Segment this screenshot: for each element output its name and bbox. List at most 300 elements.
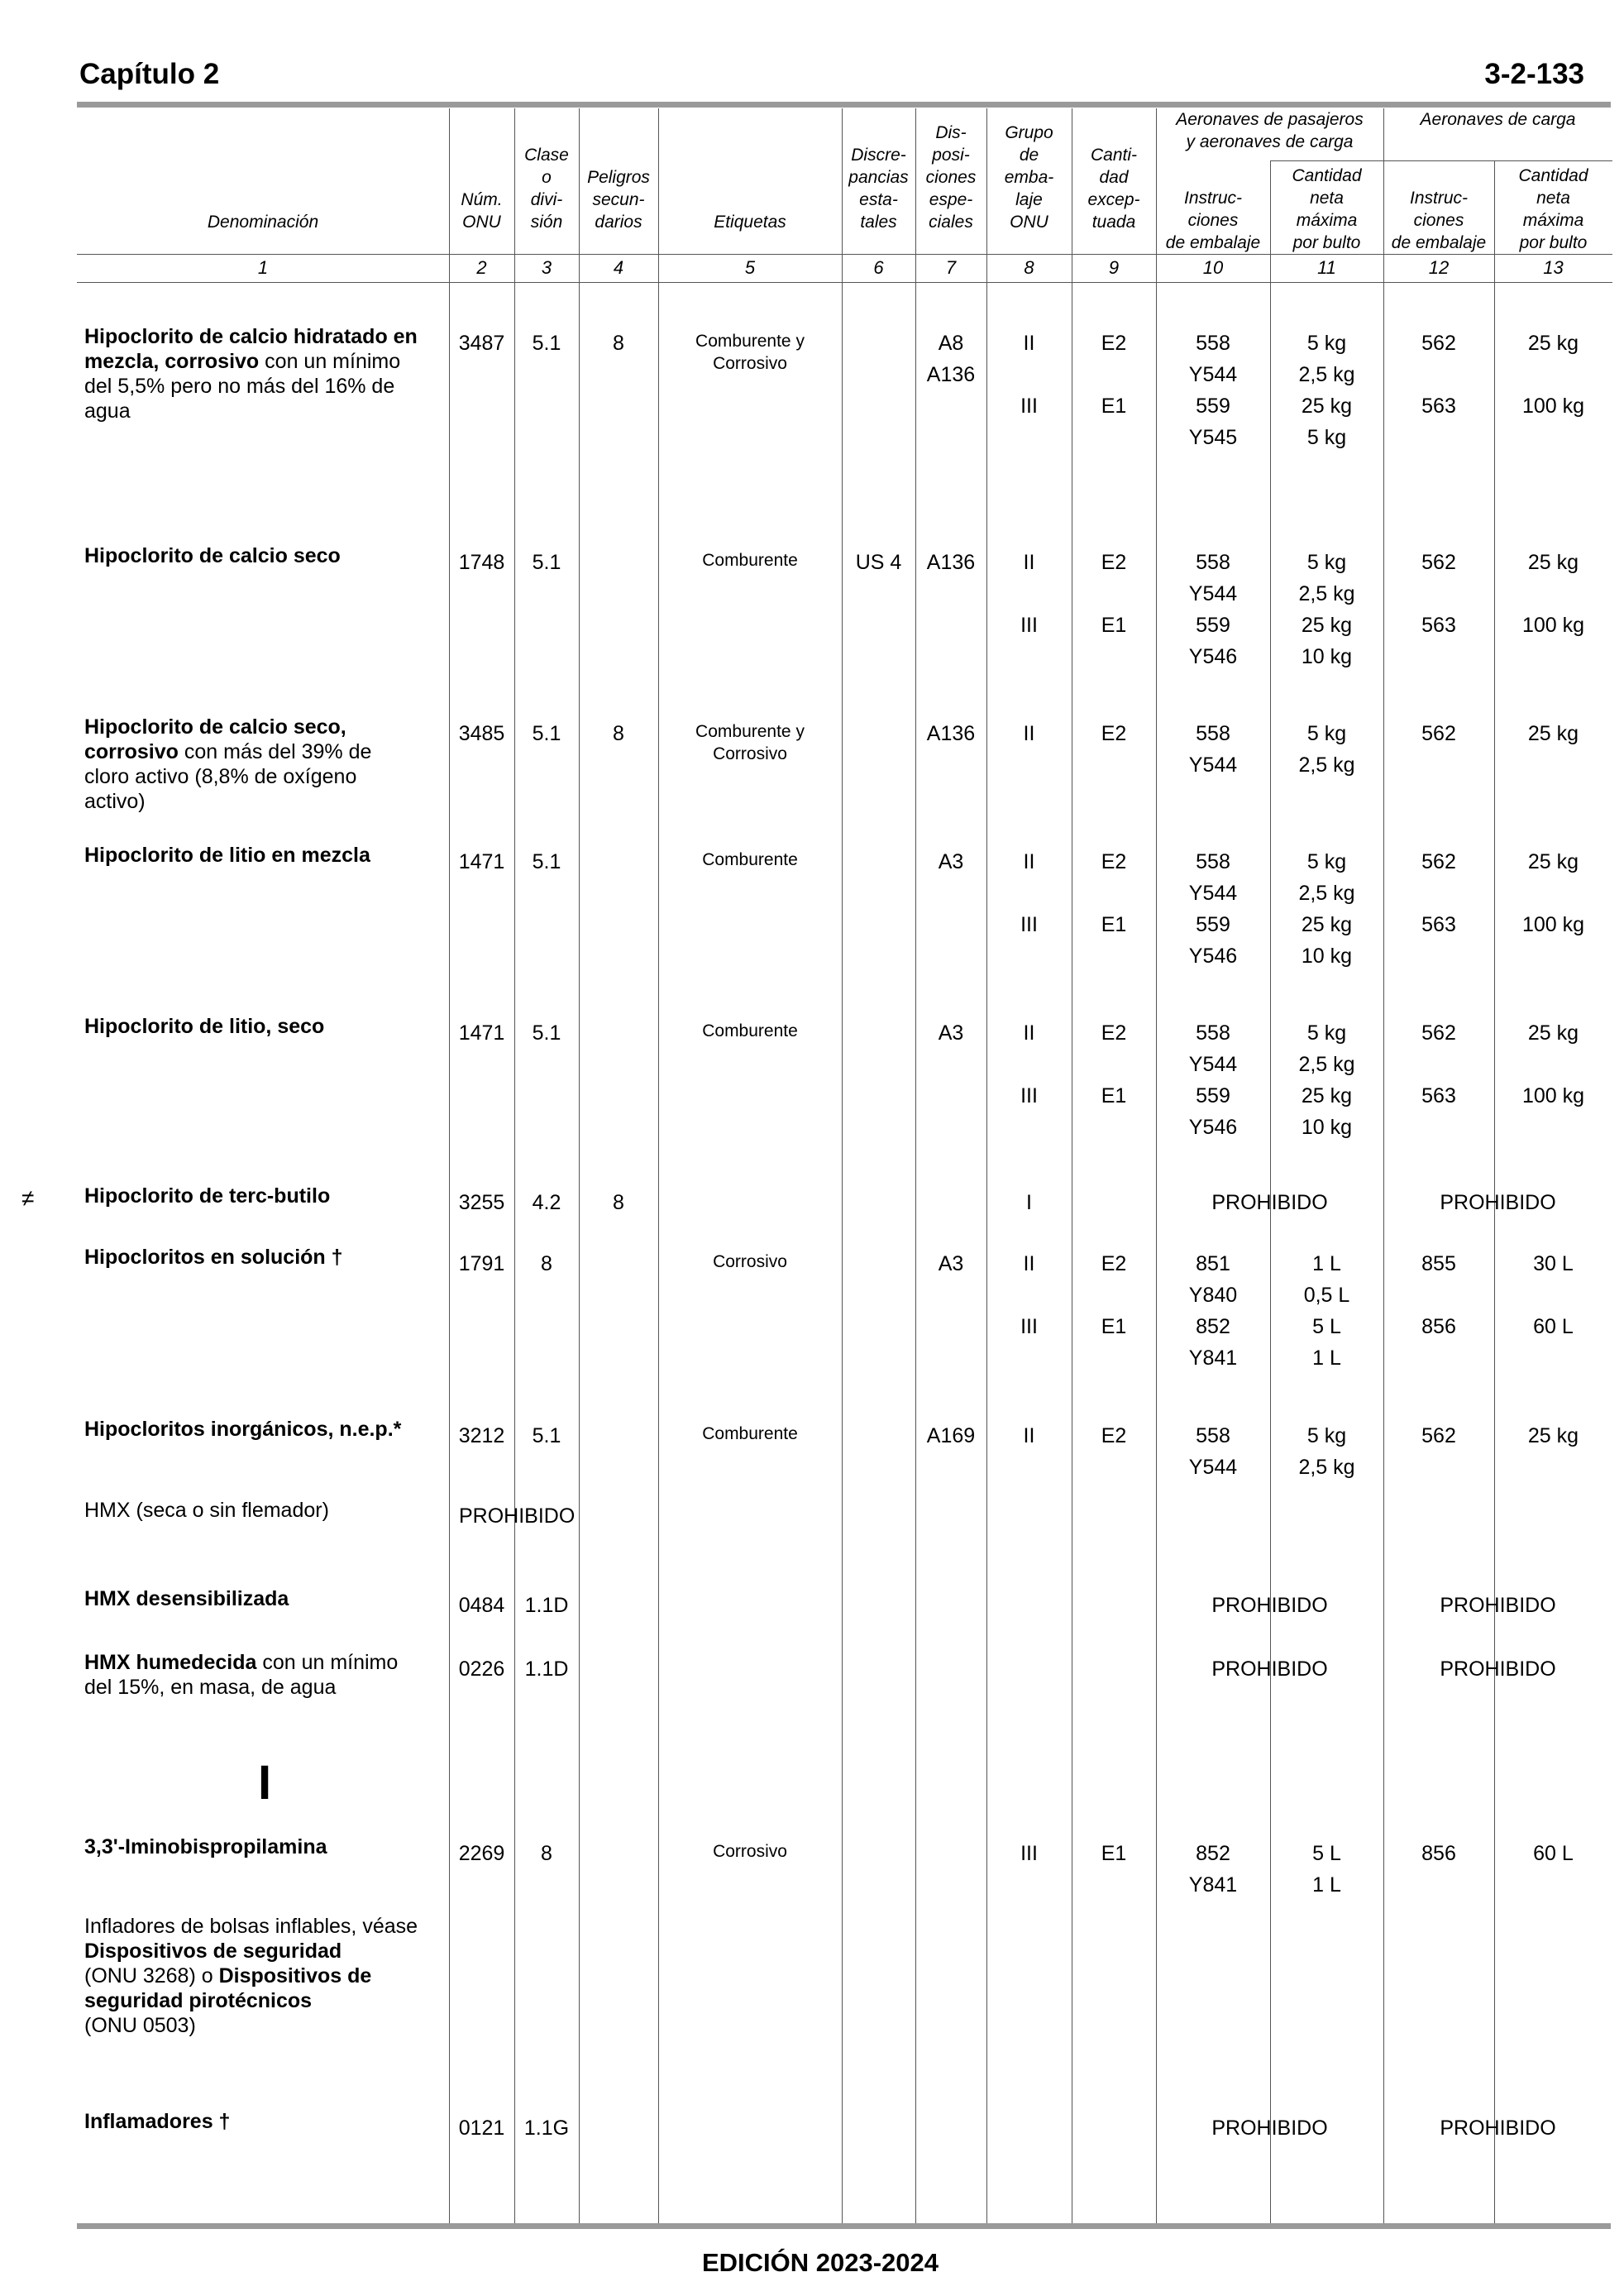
passenger-packing-instruction: Y840 <box>1188 1284 1238 1307</box>
column-divider <box>1383 108 1384 2223</box>
cargo-packing-instruction: 563 <box>1421 913 1456 936</box>
group-header-passenger <box>1156 108 1383 153</box>
designation-line <box>84 1014 448 1039</box>
designation-line <box>84 543 448 568</box>
column-number: 6 <box>873 257 884 278</box>
class-division: 5.1 <box>532 722 561 745</box>
designation-text: Infladores de bolsas inflables, véase <box>84 1915 418 1938</box>
special-provision: A136 <box>926 363 976 386</box>
passenger-max-quantity: 10 kg <box>1301 1116 1353 1139</box>
special-provision: A3 <box>938 1021 964 1045</box>
column-header-line: neta <box>1310 189 1344 208</box>
column-header <box>1072 144 1156 233</box>
column-number: 11 <box>1317 257 1336 278</box>
label-line: Corrosivo <box>713 1842 787 1861</box>
excepted-quantity: E2 <box>1101 722 1127 745</box>
chapter-title: Capítulo 2 <box>79 58 220 90</box>
column-divider <box>514 108 515 2223</box>
column-header-line: máxima <box>1296 211 1358 230</box>
special-provision: A8 <box>938 332 964 355</box>
packing-group: II <box>1023 1021 1035 1045</box>
column-header-line: ciones <box>925 168 977 187</box>
designation-line <box>84 789 448 814</box>
column-header-line: de <box>1019 146 1039 165</box>
designation-line <box>84 349 448 374</box>
column-header-line: por bulto <box>1292 233 1361 252</box>
passenger-max-quantity: 5 kg <box>1306 1021 1347 1045</box>
packing-group: III <box>1020 1084 1038 1107</box>
labels <box>658 1840 842 1863</box>
passenger-packing-instruction: 559 <box>1196 614 1230 637</box>
designation-text: Hipoclorito de litio, seco <box>84 1015 325 1038</box>
label-line: Comburente y <box>695 722 805 741</box>
un-number: 0121 <box>458 2117 505 2140</box>
designation-text: mezcla, corrosivo <box>84 350 260 373</box>
designation-text: Hipocloritos en solución † <box>84 1246 343 1269</box>
column-number: 4 <box>613 257 624 278</box>
label-line: Comburente <box>702 1021 798 1040</box>
column-header-line: Peligros <box>587 168 650 187</box>
passenger-max-quantity: 5 L <box>1312 1315 1341 1338</box>
change-mark: ≠ <box>21 1185 35 1211</box>
packing-group: III <box>1020 1842 1038 1865</box>
passenger-packing-instruction: 558 <box>1196 722 1230 745</box>
designation-text: seguridad pirotécnicos <box>84 1989 313 2012</box>
passenger-packing-instruction: Y544 <box>1188 882 1238 905</box>
designation-text: Hipoclorito de calcio seco, <box>84 715 346 739</box>
page-number: 3-2-133 <box>1484 58 1584 90</box>
passenger-max-quantity: 5 kg <box>1306 850 1347 873</box>
column-number: 9 <box>1108 257 1120 278</box>
column-number: 5 <box>744 257 756 278</box>
bottom-rule <box>77 2223 1611 2229</box>
column-header-line: Clase <box>524 146 569 165</box>
passenger-packing-instruction: 559 <box>1196 913 1230 936</box>
subsidiary-hazard: 8 <box>613 332 624 355</box>
designation-line <box>84 1964 448 1988</box>
column-header-line: divi- <box>530 190 563 209</box>
designation <box>84 1586 448 1611</box>
passenger-packing-instruction: 558 <box>1196 1021 1230 1045</box>
header-divider <box>77 254 1612 255</box>
designation-line <box>84 1586 448 1611</box>
un-number: 0226 <box>458 1657 505 1681</box>
column-divider <box>986 108 987 2223</box>
packing-group: I <box>1026 1191 1032 1214</box>
designation-text: con más del 39% de <box>178 740 372 763</box>
column-divider <box>449 108 450 2223</box>
column-divider <box>842 108 843 2223</box>
un-number: 3485 <box>458 722 505 745</box>
designation-line <box>84 2013 448 2038</box>
designation <box>84 1650 448 1700</box>
cargo-forbidden: PROHIBIDO <box>1440 1191 1556 1214</box>
column-header-line: neta <box>1536 189 1570 208</box>
designation <box>84 843 448 868</box>
column-header-line: dad <box>1099 168 1129 187</box>
passenger-max-quantity: 10 kg <box>1301 645 1353 668</box>
passenger-packing-instruction: 852 <box>1196 1315 1230 1338</box>
column-header-line: ciones <box>1187 211 1239 230</box>
un-number: 3212 <box>458 1424 505 1447</box>
passenger-packing-instruction: Y544 <box>1188 753 1238 777</box>
column-header <box>658 211 842 233</box>
excepted-quantity: E1 <box>1101 1315 1127 1338</box>
passenger-max-quantity: 0,5 L <box>1303 1284 1350 1307</box>
designation-line <box>84 843 448 868</box>
column-header <box>579 166 658 233</box>
cargo-max-quantity: 30 L <box>1533 1252 1574 1275</box>
class-division: 1.1G <box>523 2117 570 2140</box>
designation <box>84 1914 448 2038</box>
cargo-forbidden: PROHIBIDO <box>1440 1594 1556 1617</box>
section-letter: I <box>258 1756 272 1810</box>
column-header-line: emba- <box>1004 168 1054 187</box>
column-header-line: secun- <box>592 190 645 209</box>
group-header-line: y aeronaves de carga <box>1186 132 1354 151</box>
designation-text: HMX humedecida <box>84 1651 257 1674</box>
cargo-max-quantity: 25 kg <box>1527 722 1579 745</box>
designation-text: Hipoclorito de litio en mezcla <box>84 844 370 867</box>
designation-text: Dispositivos de seguridad <box>84 1940 342 1963</box>
packing-group: III <box>1020 913 1038 936</box>
column-header-line: darios <box>595 213 642 232</box>
designation-line <box>84 1988 448 2013</box>
class-division: 1.1D <box>524 1657 569 1681</box>
excepted-quantity: E2 <box>1101 1021 1127 1045</box>
column-header-line: tuada <box>1091 213 1136 232</box>
designation-line <box>84 2109 448 2134</box>
column-header-line: Etiquetas <box>714 213 786 232</box>
passenger-forbidden: PROHIBIDO <box>1211 1657 1328 1681</box>
passenger-packing-instruction: Y545 <box>1188 426 1238 449</box>
designation <box>84 1834 448 1859</box>
excepted-quantity: E2 <box>1101 1424 1127 1447</box>
column-header-line: de embalaje <box>1391 233 1487 252</box>
column-header-line: máxima <box>1522 211 1584 230</box>
column-number: 12 <box>1428 257 1450 278</box>
designation-text: Hipocloritos inorgánicos, n.e.p.* <box>84 1418 402 1441</box>
cargo-max-quantity: 60 L <box>1533 1842 1574 1865</box>
column-header-line: Canti- <box>1090 146 1138 165</box>
cargo-packing-instruction: 856 <box>1421 1315 1456 1338</box>
column-header-line: de embalaje <box>1165 233 1261 252</box>
passenger-max-quantity: 1 L <box>1312 1252 1341 1275</box>
column-number: 1 <box>257 257 269 278</box>
passenger-max-quantity: 2,5 kg <box>1298 582 1355 605</box>
column-header <box>1270 165 1383 254</box>
column-header-line: Instruc- <box>1409 189 1468 208</box>
column-header <box>1383 187 1494 254</box>
column-header-line: ONU <box>462 213 501 232</box>
cargo-max-quantity: 60 L <box>1533 1315 1574 1338</box>
label-line: Corrosivo <box>713 744 787 763</box>
cargo-max-quantity: 100 kg <box>1521 395 1585 418</box>
label-line: Comburente y <box>695 332 805 351</box>
class-division: 8 <box>541 1252 552 1275</box>
un-number: 1471 <box>458 1021 505 1045</box>
cargo-packing-instruction: 563 <box>1421 1084 1456 1107</box>
designation <box>84 2109 448 2134</box>
column-header-line: ciales <box>929 213 973 232</box>
designation-text: (ONU 0503) <box>84 2014 196 2037</box>
label-line: Comburente <box>702 850 798 869</box>
designation-text: corrosivo <box>84 740 179 763</box>
column-header-line: esta- <box>859 190 898 209</box>
column-header <box>514 144 579 233</box>
passenger-max-quantity: 5 L <box>1312 1842 1341 1865</box>
special-provision: A3 <box>938 850 964 873</box>
passenger-packing-instruction: Y546 <box>1188 645 1238 668</box>
group-divider <box>1270 160 1612 161</box>
designation-line <box>84 1184 448 1208</box>
excepted-quantity: E1 <box>1101 395 1127 418</box>
un-number: 1471 <box>458 850 505 873</box>
cargo-max-quantity: 100 kg <box>1521 913 1585 936</box>
cargo-max-quantity: 100 kg <box>1521 1084 1585 1107</box>
column-divider <box>915 108 916 2223</box>
column-header-line: Cantidad <box>1518 166 1588 185</box>
column-header-line: Grupo <box>1005 123 1053 142</box>
packing-group: III <box>1020 395 1038 418</box>
un-number: 1748 <box>458 551 505 574</box>
passenger-max-quantity: 25 kg <box>1301 614 1353 637</box>
column-header-line: sión <box>530 213 563 232</box>
passenger-packing-instruction: 558 <box>1196 1424 1230 1447</box>
designation <box>84 543 448 568</box>
column-header <box>915 122 986 233</box>
designation-text: Dispositivos de <box>218 1964 372 1987</box>
column-number: 7 <box>945 257 957 278</box>
class-division: 5.1 <box>532 1424 561 1447</box>
passenger-packing-instruction: 852 <box>1196 1842 1230 1865</box>
designation-line <box>84 739 448 764</box>
designation <box>84 1014 448 1039</box>
designation <box>84 1498 448 1523</box>
cargo-max-quantity: 25 kg <box>1527 551 1579 574</box>
passenger-packing-instruction: 559 <box>1196 395 1230 418</box>
labels <box>658 849 842 871</box>
packing-group: III <box>1020 1315 1038 1338</box>
column-header-line: por bulto <box>1519 233 1588 252</box>
designation-line <box>84 1675 448 1700</box>
designation-line <box>84 1939 448 1964</box>
column-number: 8 <box>1024 257 1034 278</box>
cargo-max-quantity: 25 kg <box>1527 332 1579 355</box>
designation-line <box>84 399 448 423</box>
passenger-packing-instruction: Y841 <box>1188 1347 1238 1370</box>
column-header-line: o <box>542 168 552 187</box>
class-division: 1.1D <box>524 1594 569 1617</box>
labels <box>658 720 842 765</box>
column-header-line: Discre- <box>851 146 906 165</box>
subsidiary-hazard: 8 <box>613 722 624 745</box>
cargo-packing-instruction: 562 <box>1421 722 1456 745</box>
excepted-quantity: E2 <box>1101 551 1127 574</box>
passenger-packing-instruction: 558 <box>1196 551 1230 574</box>
labels <box>658 1251 842 1273</box>
top-rule <box>77 102 1611 108</box>
excepted-quantity: E1 <box>1101 614 1127 637</box>
cargo-max-quantity: 100 kg <box>1521 614 1585 637</box>
un-number: 3255 <box>458 1191 505 1214</box>
passenger-max-quantity: 2,5 kg <box>1298 1053 1355 1076</box>
passenger-packing-instruction: Y546 <box>1188 1116 1238 1139</box>
class-division: 4.2 <box>532 1191 561 1214</box>
designation-text: activo) <box>84 790 146 813</box>
passenger-packing-instruction: Y544 <box>1188 1456 1238 1479</box>
cargo-max-quantity: 25 kg <box>1527 850 1579 873</box>
cargo-forbidden: PROHIBIDO <box>1440 1657 1556 1681</box>
column-number: 10 <box>1202 257 1224 278</box>
packing-group: II <box>1023 850 1035 873</box>
state-variation: US 4 <box>855 551 902 574</box>
designation <box>84 1245 448 1270</box>
column-number: 2 <box>476 257 487 278</box>
passenger-packing-instruction: 558 <box>1196 332 1230 355</box>
passenger-max-quantity: 10 kg <box>1301 945 1353 968</box>
packing-group: II <box>1023 1424 1035 1447</box>
column-header-line: ONU <box>1010 213 1048 232</box>
passenger-max-quantity: 1 L <box>1312 1873 1341 1897</box>
passenger-max-quantity: 2,5 kg <box>1298 882 1355 905</box>
designation-line <box>84 715 448 739</box>
special-provision: A136 <box>926 551 976 574</box>
cargo-max-quantity: 25 kg <box>1527 1424 1579 1447</box>
column-divider <box>579 108 580 2223</box>
class-division: 8 <box>541 1842 552 1865</box>
packing-group: II <box>1023 332 1035 355</box>
designation-text: Inflamadores † <box>84 2110 231 2133</box>
column-header <box>986 122 1072 233</box>
special-provision: A169 <box>926 1424 976 1447</box>
designation-line <box>84 1498 448 1523</box>
passenger-packing-instruction: Y544 <box>1188 582 1238 605</box>
passenger-packing-instruction: 559 <box>1196 1084 1230 1107</box>
edition-footer: EDICIÓN 2023-2024 <box>701 2248 939 2277</box>
cargo-max-quantity: 25 kg <box>1527 1021 1579 1045</box>
passenger-max-quantity: 25 kg <box>1301 913 1353 936</box>
column-header-line: Dis- <box>935 123 967 142</box>
passenger-packing-instruction: Y546 <box>1188 945 1238 968</box>
designation-text: cloro activo (8,8% de oxígeno <box>84 765 357 788</box>
passenger-max-quantity: 1 L <box>1312 1347 1341 1370</box>
labels <box>658 1020 842 1042</box>
designation-text: del 5,5% pero no más del 16% de <box>84 375 395 398</box>
excepted-quantity: E1 <box>1101 913 1127 936</box>
designation-line <box>84 324 448 349</box>
column-header-line: espe- <box>929 190 973 209</box>
passenger-max-quantity: 5 kg <box>1306 722 1347 745</box>
group-header-line: Aeronaves de pasajeros <box>1176 110 1364 129</box>
column-header-line: pancias <box>848 168 909 187</box>
excepted-quantity: E1 <box>1101 1842 1127 1865</box>
number-divider <box>77 282 1612 283</box>
labels <box>658 1423 842 1445</box>
packing-group: III <box>1020 614 1038 637</box>
un-number: 3487 <box>458 332 505 355</box>
designation-line <box>84 1245 448 1270</box>
special-provision: A3 <box>938 1252 964 1275</box>
special-provision: A136 <box>926 722 976 745</box>
passenger-packing-instruction: Y544 <box>1188 1053 1238 1076</box>
class-division: 5.1 <box>532 551 561 574</box>
labels <box>658 549 842 572</box>
designation <box>84 1184 448 1208</box>
column-header <box>77 211 449 233</box>
passenger-max-quantity: 5 kg <box>1306 426 1347 449</box>
passenger-forbidden: PROHIBIDO <box>1211 1594 1328 1617</box>
column-header-line: Núm. <box>461 190 503 209</box>
column-divider <box>658 108 659 2223</box>
un-number: 1791 <box>458 1252 505 1275</box>
excepted-quantity: E2 <box>1101 332 1127 355</box>
passenger-max-quantity: 2,5 kg <box>1298 363 1355 386</box>
cargo-forbidden: PROHIBIDO <box>1440 2117 1556 2140</box>
designation-text: con un mínimo <box>259 350 401 373</box>
passenger-packing-instruction: Y544 <box>1188 363 1238 386</box>
cargo-packing-instruction: 856 <box>1421 1842 1456 1865</box>
designation-text: Hipoclorito de terc-butilo <box>84 1184 331 1208</box>
designation-text: 3,3'-Iminobispropilamina <box>84 1835 327 1858</box>
cargo-packing-instruction: 562 <box>1421 850 1456 873</box>
designation <box>84 1417 448 1442</box>
class-division: 5.1 <box>532 332 561 355</box>
label-line: Comburente <box>702 1424 798 1443</box>
label-line: Comburente <box>702 551 798 570</box>
label-line: Corrosivo <box>713 354 787 373</box>
cargo-packing-instruction: 563 <box>1421 614 1456 637</box>
column-header-line: Denominación <box>207 213 319 232</box>
packing-group: II <box>1023 1252 1035 1275</box>
designation-line <box>84 764 448 789</box>
forbidden-text: PROHIBIDO <box>459 1504 576 1528</box>
cargo-packing-instruction: 562 <box>1421 332 1456 355</box>
cargo-packing-instruction: 562 <box>1421 1424 1456 1447</box>
designation <box>84 715 448 814</box>
designation-line <box>84 374 448 399</box>
cargo-packing-instruction: 563 <box>1421 395 1456 418</box>
column-header-line: tales <box>860 213 897 232</box>
designation-text: (ONU 3268) o <box>84 1964 219 1987</box>
label-line: Corrosivo <box>713 1252 787 1271</box>
passenger-packing-instruction: Y841 <box>1188 1873 1238 1897</box>
column-header <box>449 189 514 233</box>
column-header <box>1156 187 1270 254</box>
column-header-line: posi- <box>932 146 970 165</box>
passenger-max-quantity: 25 kg <box>1301 1084 1353 1107</box>
designation-text: Hipoclorito de calcio hidratado en <box>84 325 418 348</box>
cargo-packing-instruction: 562 <box>1421 1021 1456 1045</box>
excepted-quantity: E2 <box>1101 1252 1127 1275</box>
designation-line <box>84 1914 448 1939</box>
group-header-cargo: Aeronaves de carga <box>1420 110 1576 129</box>
designation-text: HMX (seca o sin flemador) <box>84 1499 329 1522</box>
subsidiary-hazard: 8 <box>613 1191 624 1214</box>
passenger-packing-instruction: 851 <box>1196 1252 1230 1275</box>
designation-text: con un mínimo <box>256 1651 399 1674</box>
passenger-max-quantity: 5 kg <box>1306 1424 1347 1447</box>
passenger-max-quantity: 2,5 kg <box>1298 753 1355 777</box>
cargo-packing-instruction: 562 <box>1421 551 1456 574</box>
passenger-max-quantity: 5 kg <box>1306 332 1347 355</box>
column-header-line: Instruc- <box>1183 189 1242 208</box>
column-number: 13 <box>1543 257 1564 278</box>
column-header <box>842 144 915 233</box>
packing-group: II <box>1023 551 1035 574</box>
column-header <box>1494 165 1612 254</box>
packing-group: II <box>1023 722 1035 745</box>
